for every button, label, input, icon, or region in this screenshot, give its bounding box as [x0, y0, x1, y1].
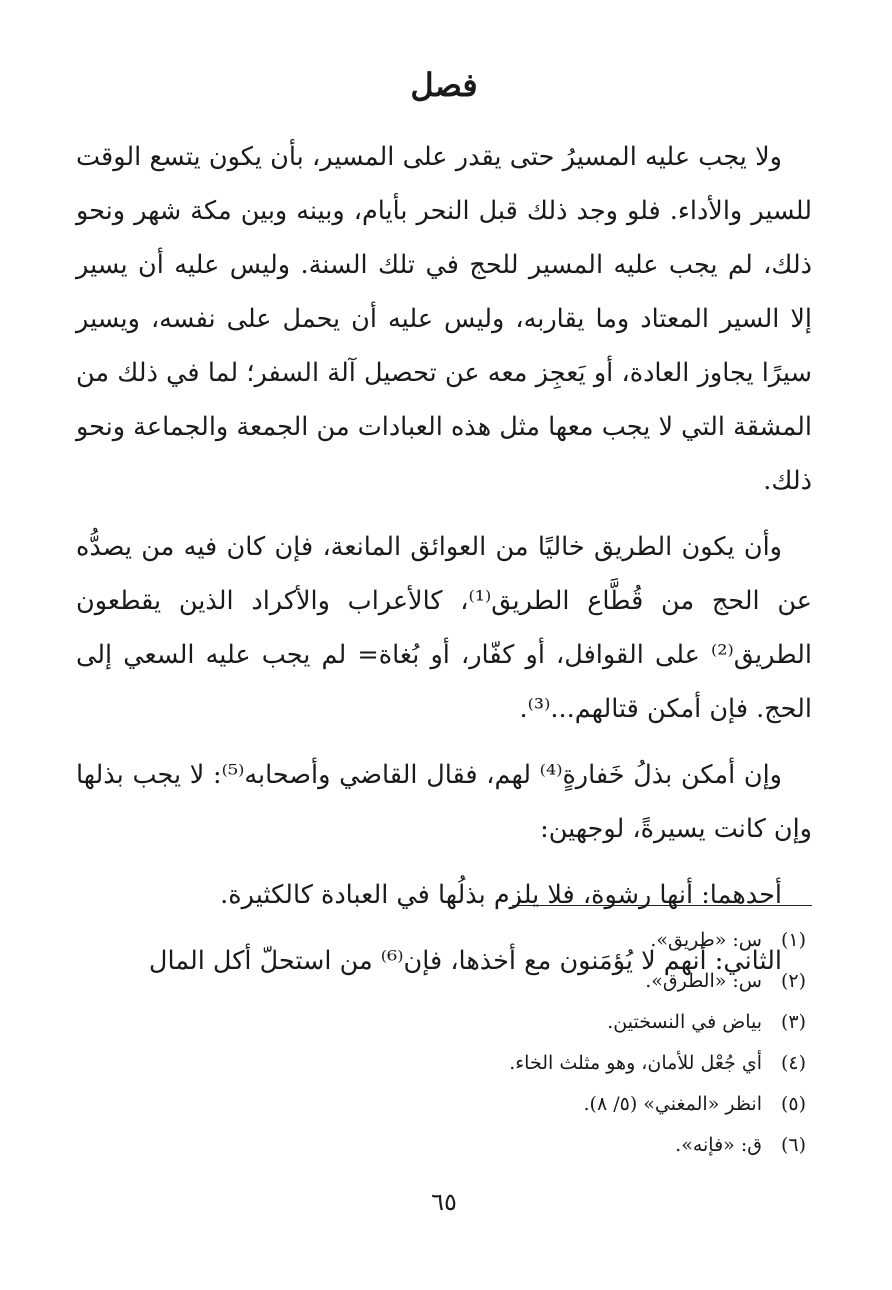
- footnote-number: (٥): [780, 1093, 806, 1115]
- page-number: ٦٥: [431, 1188, 457, 1216]
- paragraph-4: أحدهما: أنها رشوة، فلا يلزم بذلُها في العبادة كالكثيرة.: [220, 880, 782, 910]
- footnotes: [76, 920, 812, 1166]
- footnote-separator: [512, 905, 812, 906]
- footnote-text: أي جُعْل للأمان، وهو مثلث الخاء.: [509, 1052, 762, 1074]
- footnote-6: [76, 1125, 806, 1166]
- footnote-5: [76, 1084, 806, 1125]
- footnote-text: س: «طريق».: [650, 929, 762, 951]
- main-text: [76, 130, 812, 988]
- book-page: [76, 0, 812, 1290]
- footnote-2: [76, 961, 806, 1002]
- footnote-3: [76, 1002, 806, 1043]
- footnote-text: بياض في النسختين.: [607, 1011, 762, 1033]
- paragraph-5: الثاني: أنهم لا يُؤمَنون مع أخذها، فإن⁽⁶⁾ من استحلّ أكل المال: [148, 946, 782, 976]
- paragraph-2: وأن يكون الطريق خاليًا من العوائق المانعة، فإن كان فيه من يصدُّه عن الحج من قُطَّاع الطريق⁽¹⁾، كالأعراب والأكراد الذين يقطعون الطريق⁽²⁾ على القوافل، أو كفّار، أو بُغاة= لم يجب عليه السعي إلى الحج. فإن أمكن قتالهم...⁽³⁾.: [76, 532, 812, 724]
- footnote-text: ق: «فإنه».: [675, 1134, 762, 1156]
- footnote-number: (٢): [780, 970, 806, 992]
- footnote-number: (٤): [780, 1052, 806, 1074]
- footnote-text: س: «الطرق».: [645, 970, 762, 992]
- footnote-1: [76, 920, 806, 961]
- footnote-number: (١): [780, 929, 806, 951]
- footnote-number: (٣): [780, 1011, 806, 1033]
- paragraph-1: ولا يجب عليه المسيرُ حتى يقدر على المسير، بأن يكون يتسع الوقت للسير والأداء. فلو وجد ذلك قبل النحر بأيام، وبينه وبين مكة شهر ونحو ذلك، لم يجب عليه المسير للحج في تلك السنة. وليس عليه أن يسير إلا السير المعتاد وما يقاربه، وليس عليه أن يحمل على نفسه، ويسير سيرًا يجاوز العادة، أو يَعجِز معه عن تحصيل آلة السفر؛ لما في ذلك من المشقة التي لا يجب معها مثل هذه العبادات من الجمعة والجماعة ونحو ذلك.: [76, 142, 812, 496]
- section-heading: فصل: [410, 66, 478, 104]
- footnote-number: (٦): [780, 1134, 806, 1156]
- footnote-text: انظر «المغني» (٥/ ٨).: [583, 1093, 762, 1115]
- paragraph-3: وإن أمكن بذلُ خَفارةٍ⁽⁴⁾ لهم، فقال القاضي وأصحابه⁽⁵⁾: لا يجب بذلها وإن كانت يسيرةً، لوجهين:: [76, 760, 812, 844]
- footnote-4: [76, 1043, 806, 1084]
